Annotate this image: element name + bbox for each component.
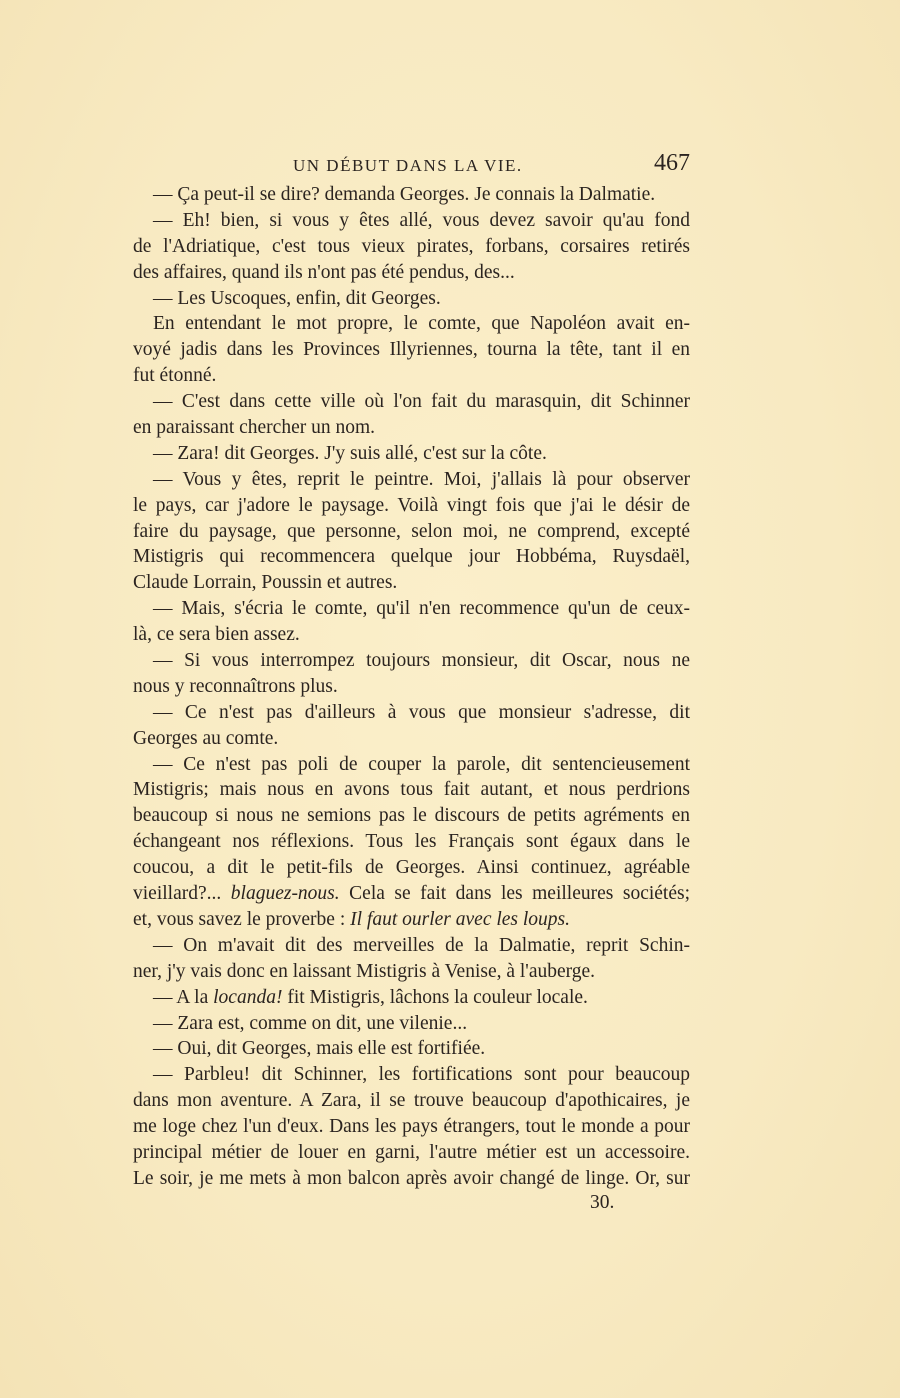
text-line: Mistigris; mais nous en avons tous fait autant, et nous perdrions — [133, 779, 690, 801]
text-line: me loge chez l'un d'eux. Dans les pays étrangers, tout le monde a pour — [133, 1116, 690, 1138]
text-line: — Ce n'est pas poli de couper la parole, dit sentencieusement — [153, 753, 690, 775]
text-line: — Zara est, comme on dit, une vilenie... — [153, 1012, 468, 1034]
text-line: le pays, car j'adore le paysage. Voilà vingt fois que j'ai le désir de — [133, 494, 690, 516]
text-line: nous y reconnaîtrons plus. — [133, 675, 338, 697]
text-line: ner, j'y vais donc en laissant Mistigris à Venise, à l'auberge. — [133, 960, 596, 982]
text-line: coucou, a dit le petit-fils de Georges. Ainsi continuez, agréable — [133, 857, 690, 879]
text-line: — On m'avait dit des merveilles de la Dalmatie, reprit Schin- — [153, 934, 690, 956]
text-line: en paraissant chercher un nom. — [133, 417, 376, 439]
signature-mark: 30. — [590, 1192, 615, 1213]
text-line: — Zara! dit Georges. J'y suis allé, c'est sur la côte. — [153, 442, 547, 464]
text-line: — Ça peut-il se dire? demanda Georges. Je connais la Dalmatie. — [153, 184, 656, 205]
text-line: voyé jadis dans les Provinces Illyriennes, tourna la tête, tant il en — [133, 339, 690, 361]
text-line: fut étonné. — [133, 365, 217, 387]
text-line: — Ce n'est pas d'ailleurs à vous que monsieur s'adresse, dit — [153, 701, 690, 723]
text-line: Georges au comte. — [133, 727, 279, 749]
running-title: UN DÉBUT DANS LA VIE. — [293, 156, 523, 175]
text-line: Mistigris qui recommencera quelque jour Hobbéma, Ruysdaël, — [133, 546, 690, 568]
text-line: — Si vous interrompez toujours monsieur, dit Oscar, nous ne — [153, 650, 690, 672]
text-line: échangeant nos réflexions. Tous les Français sont égaux dans le — [133, 831, 690, 853]
text-line: Claude Lorrain, Poussin et autres. — [133, 572, 398, 594]
text-line: dans mon aventure. A Zara, il se trouve beaucoup d'apothicaires, je — [133, 1090, 690, 1112]
text-line: beaucoup si nous ne semions pas le discours de petits agréments en — [133, 805, 690, 827]
text-line: — Les Uscoques, enfin, dit Georges. — [153, 287, 441, 309]
text-line: — A la locanda! fit Mistigris, lâchons la couleur locale. — [153, 986, 588, 1008]
text-line: — Parbleu! dit Schinner, les fortifications sont pour beaucoup — [153, 1064, 690, 1086]
text-line: — Vous y êtes, reprit le peintre. Moi, j'allais là pour observer — [153, 468, 690, 490]
text-line: Le soir, je me mets à mon balcon après avoir changé de linge. Or, sur — [133, 1167, 690, 1189]
text-line: là, ce sera bien assez. — [133, 624, 300, 646]
text-line: de l'Adriatique, c'est tous vieux pirates, forbans, corsaires retirés — [133, 235, 690, 257]
body-text — [133, 182, 690, 1192]
text-line: — Eh! bien, si vous y êtes allé, vous devez savoir qu'au fond — [153, 209, 690, 231]
text-line: En entendant le mot propre, le comte, que Napoléon avait en- — [153, 313, 690, 335]
running-head — [133, 150, 690, 180]
text-line: — C'est dans cette ville où l'on fait du marasquin, dit Schinner — [153, 391, 690, 413]
text-line: principal métier de louer en garni, l'autre métier est un accessoire. — [133, 1141, 690, 1163]
page-number: 467 — [654, 150, 690, 176]
text-line: faire du paysage, que personne, selon moi, ne comprend, excepté — [133, 520, 690, 542]
text-line: — Mais, s'écria le comte, qu'il n'en recommence qu'un de ceux- — [153, 598, 690, 620]
text-line: des affaires, quand ils n'ont pas été pendus, des... — [133, 261, 515, 283]
text-line: vieillard?... blaguez-nous. Cela se fait dans les meilleures sociétés; — [133, 883, 690, 905]
text-line: — Oui, dit Georges, mais elle est fortifiée. — [153, 1038, 486, 1060]
text-line: et, vous savez le proverbe : Il faut ourler avec les loups. — [133, 908, 571, 930]
